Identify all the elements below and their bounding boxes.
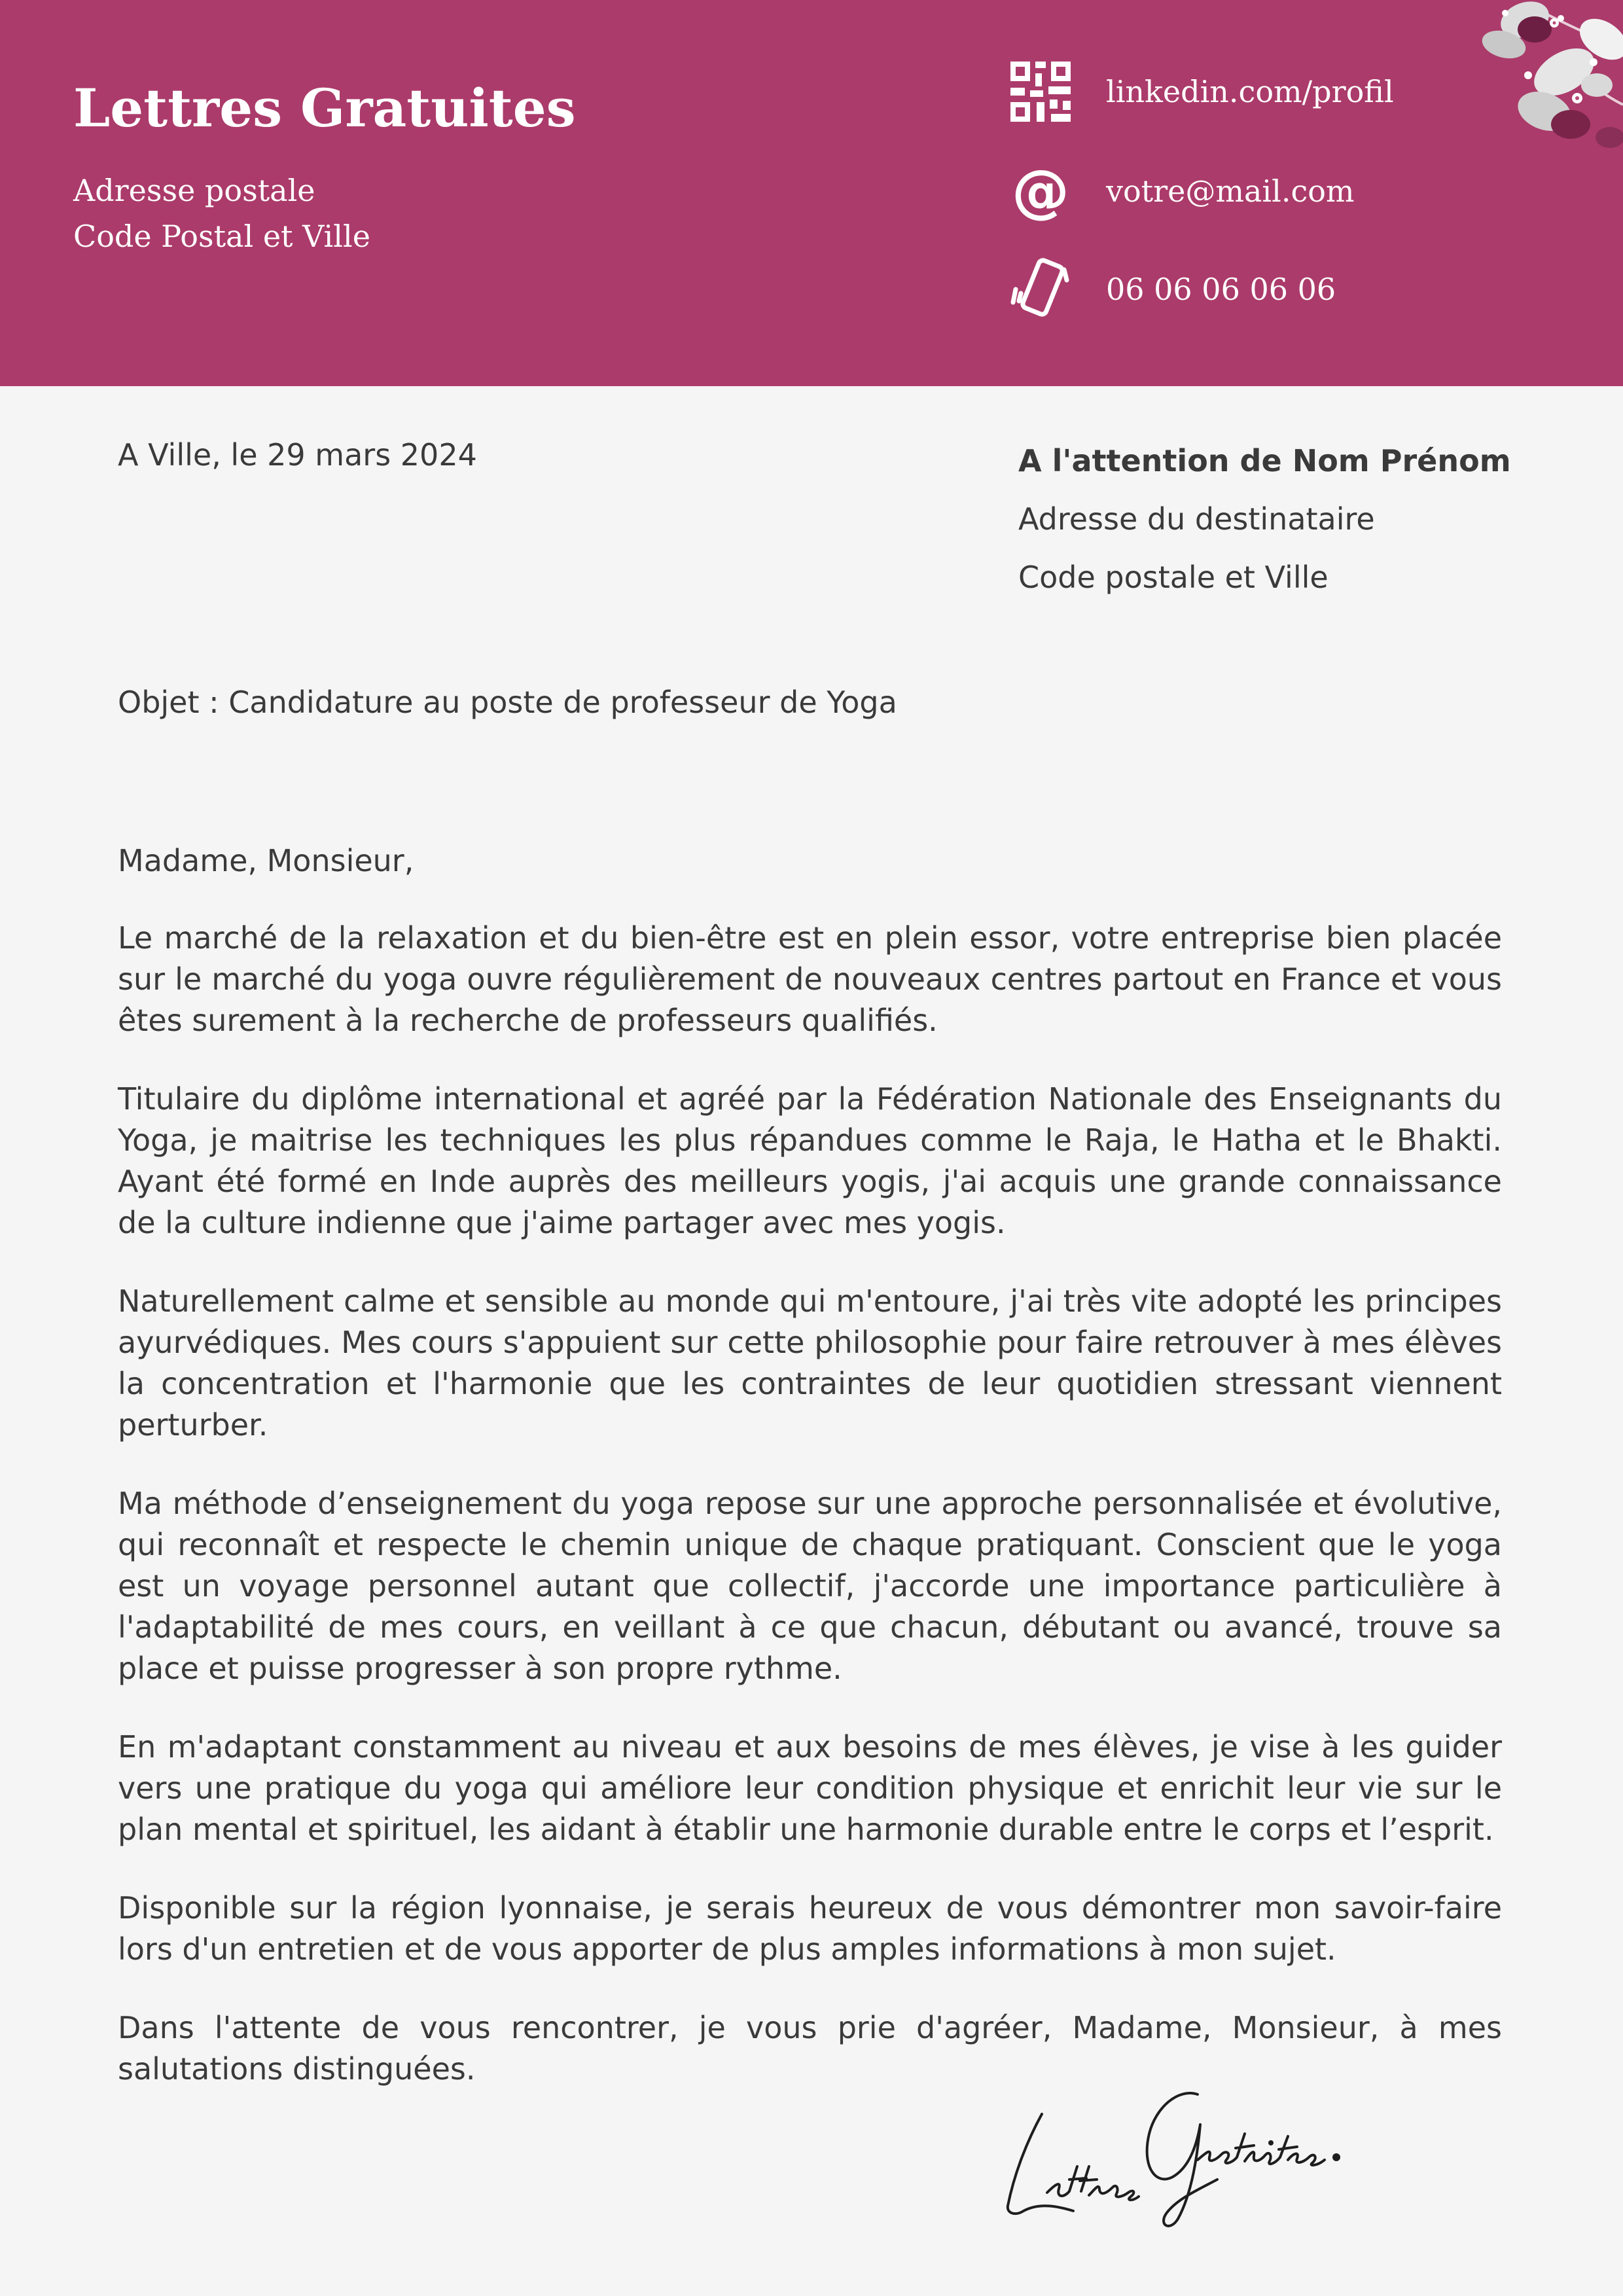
floral-decoration [1466,0,1623,164]
contact-email[interactable] [1008,158,1355,224]
phone-icon [1008,257,1073,322]
letter-paragraph: Disponible sur la région lyonnaise, je serais heureux de vous démontrer mon savoir-faire lors d'un entretien et de vous apporter de plus amples informations à mon sujet. [118,1890,1502,1967]
recipient-address: Adresse du destinataire [1018,501,1375,537]
letter-paragraph: Le marché de la relaxation et du bien-être est en plein essor, votre entreprise bien placée sur le marché du yoga ouvre régulièrement de nouveaux centres partout en France et vous êtes surement à la recherche de professeurs qualifiés. [118,920,1502,1038]
letter-greeting: Madame, Monsieur, [118,843,414,878]
letter-body [118,840,1502,2127]
recipient-block [1018,432,1511,607]
letter-paragraph: En m'adaptant constamment au niveau et aux besoins de mes élèves, je vise à les guider vers une pratique du yoga qui améliore leur condition physique et enrichit leur vie sur le plan mental et spirituel, les aidant à établir une harmonie durable entre le corps et l’esprit. [118,1729,1502,1847]
header-banner [0,0,1623,386]
at-sign-icon: @ [1012,157,1069,224]
phone-text: 06 06 06 06 06 [1106,272,1336,307]
qr-code-icon [1008,59,1073,124]
contact-linkedin[interactable] [1008,59,1394,124]
letter-paragraph: Naturellement calme et sensible au monde qui m'entoure, j'ai très vite adopté les principes ayurvédiques. Mes cours s'appuient sur cette philosophie pour faire retrouver à mes élèves la concentration et l'harmonie que les contraintes de leur quotidien stressant viennent perturber. [118,1283,1502,1443]
letter-paragraph: Titulaire du diplôme international et agréé par la Fédération Nationale des Enseignants du Yoga, je maitrise les techniques les plus répandues comme le Raja, le Hatha et le Bhakti. Ayant été formé en Inde auprès des meilleurs yogis, j'ai acquis une grande connaissance de la culture indienne que j'aime partager avec mes yogis. [118,1081,1502,1240]
letter-paragraph: Dans l'attente de vous rencontrer, je vous prie d'agréer, Madame, Monsieur, à mes salutations distinguées. [118,2010,1502,2087]
linkedin-text: linkedin.com/profil [1106,74,1394,109]
letter-subject: Objet : Candidature au poste de professeur de Yoga [118,685,897,720]
sender-address-line2: Code Postal et Ville [73,219,370,254]
email-text: votre@mail.com [1106,173,1355,209]
recipient-city: Code postale et Ville [1018,560,1329,595]
sender-address [73,168,370,259]
handwritten-signature [1001,2062,1394,2232]
recipient-name: A l'attention de Nom Prénom [1018,443,1511,478]
sender-name: Lettres Gratuites [73,77,576,139]
sender-address-line1: Adresse postale [73,173,315,208]
letter-date: A Ville, le 29 mars 2024 [118,437,477,473]
letter-paragraph: Ma méthode d’enseignement du yoga repose sur une approche personnalisée et évolutive, qui reconnaît et respecte le chemin unique de chaque pratiquant. Conscient que le yoga est un voyage personnel autant que collectif, j'accorde une importance particulière à l'adaptabilité de mes cours, en veillant à ce que chacun, débutant ou avancé, trouve sa place et puisse progresser à son propre rythme. [118,1486,1502,1686]
contact-phone[interactable] [1008,257,1336,322]
